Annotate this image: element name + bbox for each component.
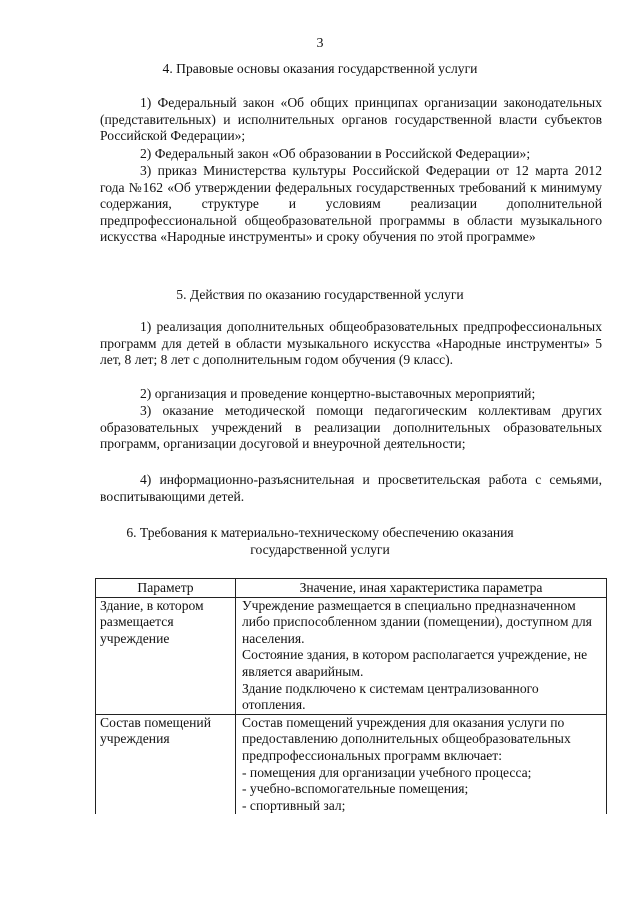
section-4-heading: 4. Правовые основы оказания государственной услуги (162, 61, 478, 76)
value-line: - учебно-вспомогательные помещения; (242, 781, 469, 797)
table-row (96, 597, 607, 714)
section-5-heading: 5. Действия по оказанию государственной услуги (176, 287, 464, 302)
value-line: Состояние здания, в котором располагается учреждение, не является аварийным. (242, 647, 588, 679)
section-5-item-1: 1) реализация дополнительных общеобразовательных предпрофессиональных программ для детей в области музыкального искусства «Народные инструменты» 5 лет, 8 лет; 8 лет с дополнительным годом обучения (9 класс). (100, 319, 602, 368)
value-line: - спортивный зал; (242, 797, 346, 813)
table-cell-parameter: Состав помещений учреждения (96, 714, 236, 814)
section-5-item-4: 4) информационно-разъяснительная и просветительская работа с семьями, воспитывающими детей. (100, 472, 602, 504)
section-4-item-2: 2) Федеральный закон «Об образовании в Российской Федерации»; (140, 146, 531, 161)
value-line: - помещения для организации учебного процесса; (242, 764, 532, 780)
section-6-heading-line-1: 6. Требования к материально-техническому обеспечению оказания (126, 525, 514, 540)
column-header-parameter: Параметр (96, 579, 236, 598)
section-6-heading-line-2: государственной услуги (250, 542, 390, 557)
section-4-item-3: 3) приказ Министерства культуры Российской Федерации от 12 марта 2012 года №162 «Об утверждении федеральных государственных требований к минимуму содержания, структуре и условиям реализации дополнительной предпрофессиональной общеобразовательной программы в области музыкального искусства «Народные инструменты» и сроку обучения по этой программе» (100, 163, 602, 245)
page-number: 3 (316, 36, 324, 51)
column-header-value: Значение, иная характеристика параметра (236, 579, 607, 598)
table-row (96, 714, 607, 814)
section-5-item-2: 2) организация и проведение концертно-выставочных мероприятий; (140, 386, 536, 401)
section-5-item-3: 3) оказание методической помощи педагогическим коллективам других образовательных учреждений в реализации дополнительных образовательных программ, организации досуговой и внеурочной деятельности; (100, 403, 602, 452)
requirements-table (95, 578, 607, 814)
table-cell-parameter: Здание, в котором размещается учреждение (96, 597, 236, 714)
table-cell-value (236, 714, 607, 814)
table-cell-value (236, 597, 607, 714)
value-line: Учреждение размещается в специально предназначенном либо приспособленном здании (помещении), доступном для населения. (242, 597, 592, 646)
table-header-row (96, 579, 607, 598)
value-line: Состав помещений учреждения для оказания услуги по предоставлению дополнительных общеобразовательных предпрофессиональных программ включает: (242, 714, 571, 763)
section-4-item-1: 1) Федеральный закон «Об общих принципах организации законодательных (представительных) и исполнительных органов государственной власти субъектов Российской Федерации»; (100, 95, 602, 144)
value-line: Здание подключено к системам централизованного отопления. (242, 680, 539, 713)
